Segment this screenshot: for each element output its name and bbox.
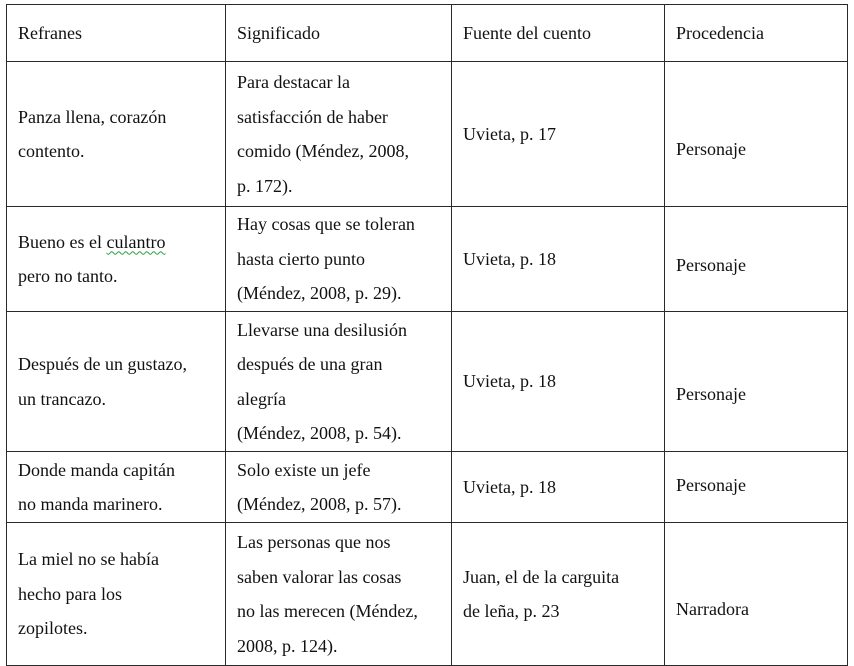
refran-line: pero no tanto. — [18, 266, 118, 286]
refran-line: contento. — [18, 141, 85, 161]
significado-line: hasta cierto punto — [237, 248, 365, 269]
refran-line: Donde manda capitán — [18, 459, 175, 480]
cell-significado — [226, 62, 452, 207]
table-row — [7, 312, 848, 452]
table-row — [7, 452, 848, 523]
cell-procedencia — [665, 62, 848, 207]
cell-refran — [7, 523, 226, 666]
significado-line: Las personas que nos — [237, 532, 391, 552]
significado-line: Solo existe un jefe — [237, 459, 371, 480]
cell-fuente — [452, 312, 665, 452]
cell-fuente — [452, 62, 665, 207]
significado-line: (Méndez, 2008, p. 29). — [237, 283, 402, 304]
procedencia-text: Personaje — [676, 254, 746, 275]
refran-line: Panza llena, corazón — [18, 106, 167, 127]
cell-significado — [226, 452, 452, 523]
significado-line: p. 172). — [237, 175, 293, 196]
significado-line: Hay cosas que se toleran — [237, 214, 415, 235]
cell-significado — [226, 523, 452, 666]
procedencia-text: Personaje — [676, 138, 746, 159]
refran-line: Después de un gustazo, — [18, 354, 187, 374]
fuente-line: de leña, p. 23 — [463, 601, 560, 621]
significado-line: (Méndez, 2008, p. 54). — [237, 423, 402, 443]
procedencia-text: Narradora — [676, 598, 749, 619]
fuente-line: Uvieta, p. 17 — [463, 123, 556, 144]
table-row — [7, 523, 848, 666]
significado-line: comido (Méndez, 2008, — [237, 141, 409, 161]
fuente-line: Uvieta, p. 18 — [463, 248, 556, 269]
cell-procedencia — [665, 452, 848, 523]
cell-significado — [226, 312, 452, 452]
refranes-table — [6, 4, 848, 666]
refran-line: Bueno es el culantro — [18, 231, 166, 252]
table-header-row — [7, 5, 848, 62]
fuente-line: Juan, el de la carguita — [463, 566, 620, 587]
table-row — [7, 207, 848, 312]
cell-significado — [226, 207, 452, 312]
cell-refran — [7, 312, 226, 452]
cell-procedencia — [665, 523, 848, 666]
cell-procedencia — [665, 207, 848, 312]
significado-line: alegría — [237, 388, 286, 409]
procedencia-text: Personaje — [676, 474, 746, 495]
cell-fuente — [452, 452, 665, 523]
cell-fuente — [452, 207, 665, 312]
table-row — [7, 62, 848, 207]
header-procedencia: Procedencia — [665, 5, 848, 62]
refran-line: zopilotes. — [18, 618, 88, 639]
significado-line: después de una gran — [237, 354, 383, 374]
header-significado: Significado — [226, 5, 452, 62]
refran-line: no manda marinero. — [18, 494, 163, 514]
significado-line: Llevarse una desilusión — [237, 319, 407, 340]
header-refranes: Refranes — [7, 5, 226, 62]
refran-line: hecho para los — [18, 583, 122, 604]
procedencia-text: Personaje — [676, 384, 746, 405]
significado-line: 2008, p. 124). — [237, 635, 338, 656]
cell-refran — [7, 207, 226, 312]
header-fuente: Fuente del cuento — [452, 5, 665, 62]
fuente-line: Uvieta, p. 18 — [463, 476, 556, 497]
cell-refran — [7, 62, 226, 207]
significado-line: Para destacar la — [237, 72, 350, 92]
significado-line: saben valorar las cosas — [237, 566, 402, 587]
significado-line: satisfacción de haber — [237, 106, 388, 127]
spellcheck-flagged-word[interactable]: culantro — [106, 231, 166, 252]
significado-line: (Méndez, 2008, p. 57). — [237, 494, 402, 514]
refran-line: La miel no se había — [18, 549, 159, 570]
cell-procedencia — [665, 312, 848, 452]
cell-refran — [7, 452, 226, 523]
significado-line: no las merecen (Méndez, — [237, 601, 418, 621]
refran-line: un trancazo. — [18, 388, 106, 409]
fuente-line: Uvieta, p. 18 — [463, 371, 556, 392]
cell-fuente — [452, 523, 665, 666]
